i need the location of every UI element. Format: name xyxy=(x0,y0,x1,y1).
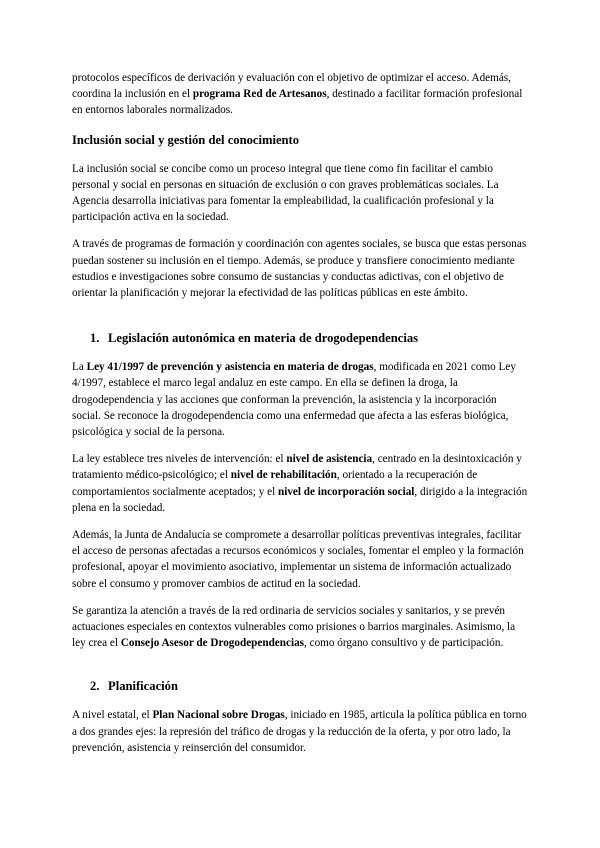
bold-plan-name: Plan Nacional sobre Drogas xyxy=(152,709,285,722)
paragraph-council: Se garantiza la atención a través de la red ordinaria de servicios sociales y sanitarios, y se prevén actuaciones especiales en contextos vulnerables como prisiones o barrios marginales. Asimismo, la ley crea el Consejo Asesor de Drogodependencias, como órgano consultivo y de participación. xyxy=(72,604,516,650)
bold-level-assistance: nivel de asistencia xyxy=(286,453,373,466)
paragraph-levels: La ley establece tres niveles de intervención: el nivel de asistencia, centrado en la desintoxicación y tratamiento médico-psicológico; el nivel de rehabilitación, orientado a la recuperación de comportamientos socialmente aceptados; y el nivel de incorporación social, dirigido a la integración plena en la sociedad. xyxy=(72,453,528,514)
paragraph-inclusion-1: La inclusión social se concibe como un proceso integral que tiene como fin facilitar el cambio personal y social en personas en situación de exclusión o con graves problemáticas sociales. La Agencia desarrolla iniciativas para fomentar la empleabilidad, la cualificación profesional y la participación activa en la sociedad. xyxy=(72,162,499,224)
bold-program-name: programa Red de Artesanos xyxy=(192,88,327,101)
section-number: 1. xyxy=(90,331,100,346)
paragraph-law: La Ley 41/1997 de prevención y asistencia en materia de drogas, modificada en 2021 como Ley 4/1997, establece el marco legal andaluz en este campo. En ella se definen la droga, la drogodependencia y las acciones que conforman la prevención, la asistencia y la incorporación social. Se reconoce la drogodependencia como una enfermedad que afecta a las esferas biológica, psicológica y social de la persona. xyxy=(72,361,516,439)
section-title: Planificación xyxy=(108,679,178,694)
document-page xyxy=(72,70,528,767)
bold-level-incorporation: nivel de incorporación social xyxy=(277,485,415,498)
paragraph-intro: protocolos específicos de derivación y evaluación con el objetivo de optimizar el acceso. Además, coordina la inclusión en el programa Red de Artesanos, destinado a facilitar formación profesional en entornos laborales normalizados. xyxy=(72,72,523,117)
paragraph-junta: Además, la Junta de Andalucía se compromete a desarrollar políticas preventivas integrales, facilitar el acceso de personas afectadas a recursos económicos y sociales, fomentar el empleo y la formación profesional, apoyar el movimiento asociativo, implementar un sistema de información actualizado sobre el consumo y promover cambios de actitud en la sociedad. xyxy=(72,529,524,590)
heading-section-2 xyxy=(72,678,528,695)
bold-council-name: Consejo Asesor de Drogodependencias xyxy=(120,637,305,650)
bold-law-name: Ley 41/1997 de prevención y asistencia en materia de drogas xyxy=(86,361,374,374)
heading-inclusion: Inclusión social y gestión del conocimiento xyxy=(72,132,300,147)
bold-level-rehabilitation: nivel de rehabilitación xyxy=(230,469,337,482)
heading-section-1 xyxy=(72,330,528,347)
section-title: Legislación autonómica en materia de drogodependencias xyxy=(108,331,419,346)
section-number: 2. xyxy=(90,679,100,694)
paragraph-plan: A nivel estatal, el Plan Nacional sobre Drogas, iniciado en 1985, articula la política pública en torno a dos grandes ejes: la represión del tráfico de drogas y la reducción de la oferta, y por otro lado, la prevención, asistencia y reinserción del consumidor. xyxy=(72,709,527,754)
paragraph-inclusion-2: A través de programas de formación y coordinación con agentes sociales, se busca que estas personas puedan sostener su inclusión en el tiempo. Además, se produce y transfiere conocimiento mediante estudios e investigaciones sobre consumo de sustancias y conductas adictivas, con el objetivo de orientar la planificación y mejorar la efectividad de las políticas públicas en este ámbito. xyxy=(72,238,527,300)
